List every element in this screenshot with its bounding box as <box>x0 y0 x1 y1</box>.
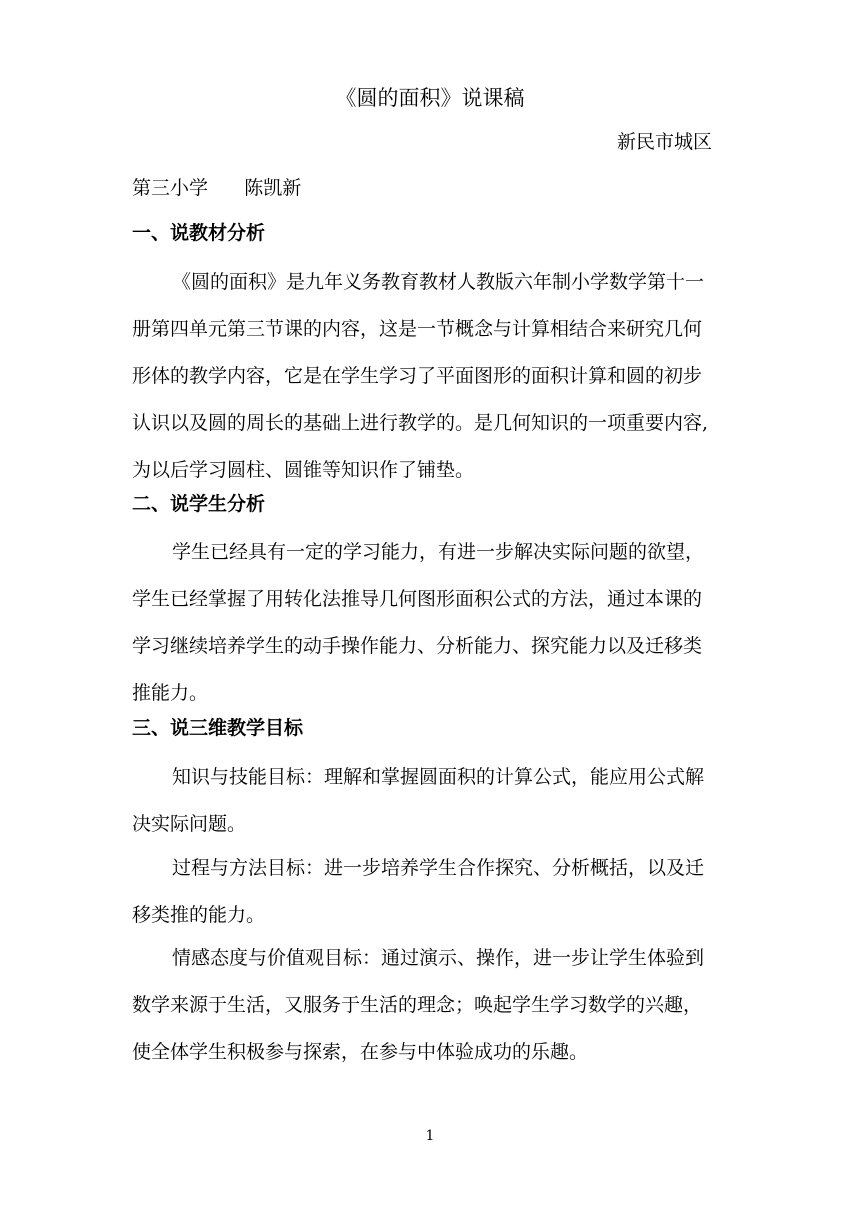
paragraph-line: 为以后学习圆柱、圆锥等知识作了铺垫。 <box>132 459 475 481</box>
paragraph-line: 认识以及圆的周长的基础上进行教学的。是几何知识的一项重要内容, <box>132 412 709 434</box>
paragraph-line: 移类推的能力。 <box>132 904 266 926</box>
document-title: 《圆的面积》说课稿 <box>335 86 525 110</box>
author-line: 第三小学 陈凯新 <box>132 177 302 199</box>
paragraph-line: 推能力。 <box>132 682 209 704</box>
organization-label: 新民市城区 <box>617 131 713 153</box>
page-number: 1 <box>425 1128 435 1144</box>
paragraph-line: 决实际问题。 <box>132 813 247 835</box>
section-1-paragraph <box>132 259 732 494</box>
paragraph-line: 《圆的面积》是九年义务教育教材人教版六年制小学数学第十一 <box>172 271 705 293</box>
paragraph-line: 学习继续培养学生的动手操作能力、分析能力、探究能力以及迁移类 <box>132 635 703 657</box>
section-3-paragraph-3 <box>132 935 732 1076</box>
paragraph-line: 形体的教学内容，它是在学生学习了平面图形的面积计算和圆的初步 <box>132 365 703 387</box>
paragraph-line: 学生已经掌握了用转化法推导几何图形面积公式的方法，通过本课的 <box>132 588 703 610</box>
paragraph-line: 情感态度与价值观目标：通过演示、操作，进一步让学生体验到 <box>172 947 705 969</box>
paragraph-line: 数学来源于生活，又服务于生活的理念；唤起学生学习数学的兴趣， <box>132 994 703 1016</box>
paragraph-line: 过程与方法目标：进一步培养学生合作探究、分析概括，以及迁 <box>172 857 705 879</box>
section-heading-3: 三、说三维教学目标 <box>132 717 304 739</box>
paragraph-line: 知识与技能目标：理解和掌握圆面积的计算公式，能应用公式解 <box>172 766 705 788</box>
section-3-paragraph-2 <box>132 845 732 939</box>
paragraph-line: 使全体学生积极参与探索，在参与中体验成功的乐趣。 <box>132 1041 589 1063</box>
section-heading-2: 二、说学生分析 <box>132 493 266 515</box>
section-heading-1: 一、说教材分析 <box>132 222 266 244</box>
section-3-paragraph-1 <box>132 754 732 848</box>
section-2-paragraph <box>132 529 732 717</box>
paragraph-line: 学生已经具有一定的学习能力，有进一步解决实际问题的欲望， <box>172 541 705 563</box>
paragraph-line: 册第四单元第三节课的内容，这是一节概念与计算相结合来研究几何 <box>132 318 703 340</box>
